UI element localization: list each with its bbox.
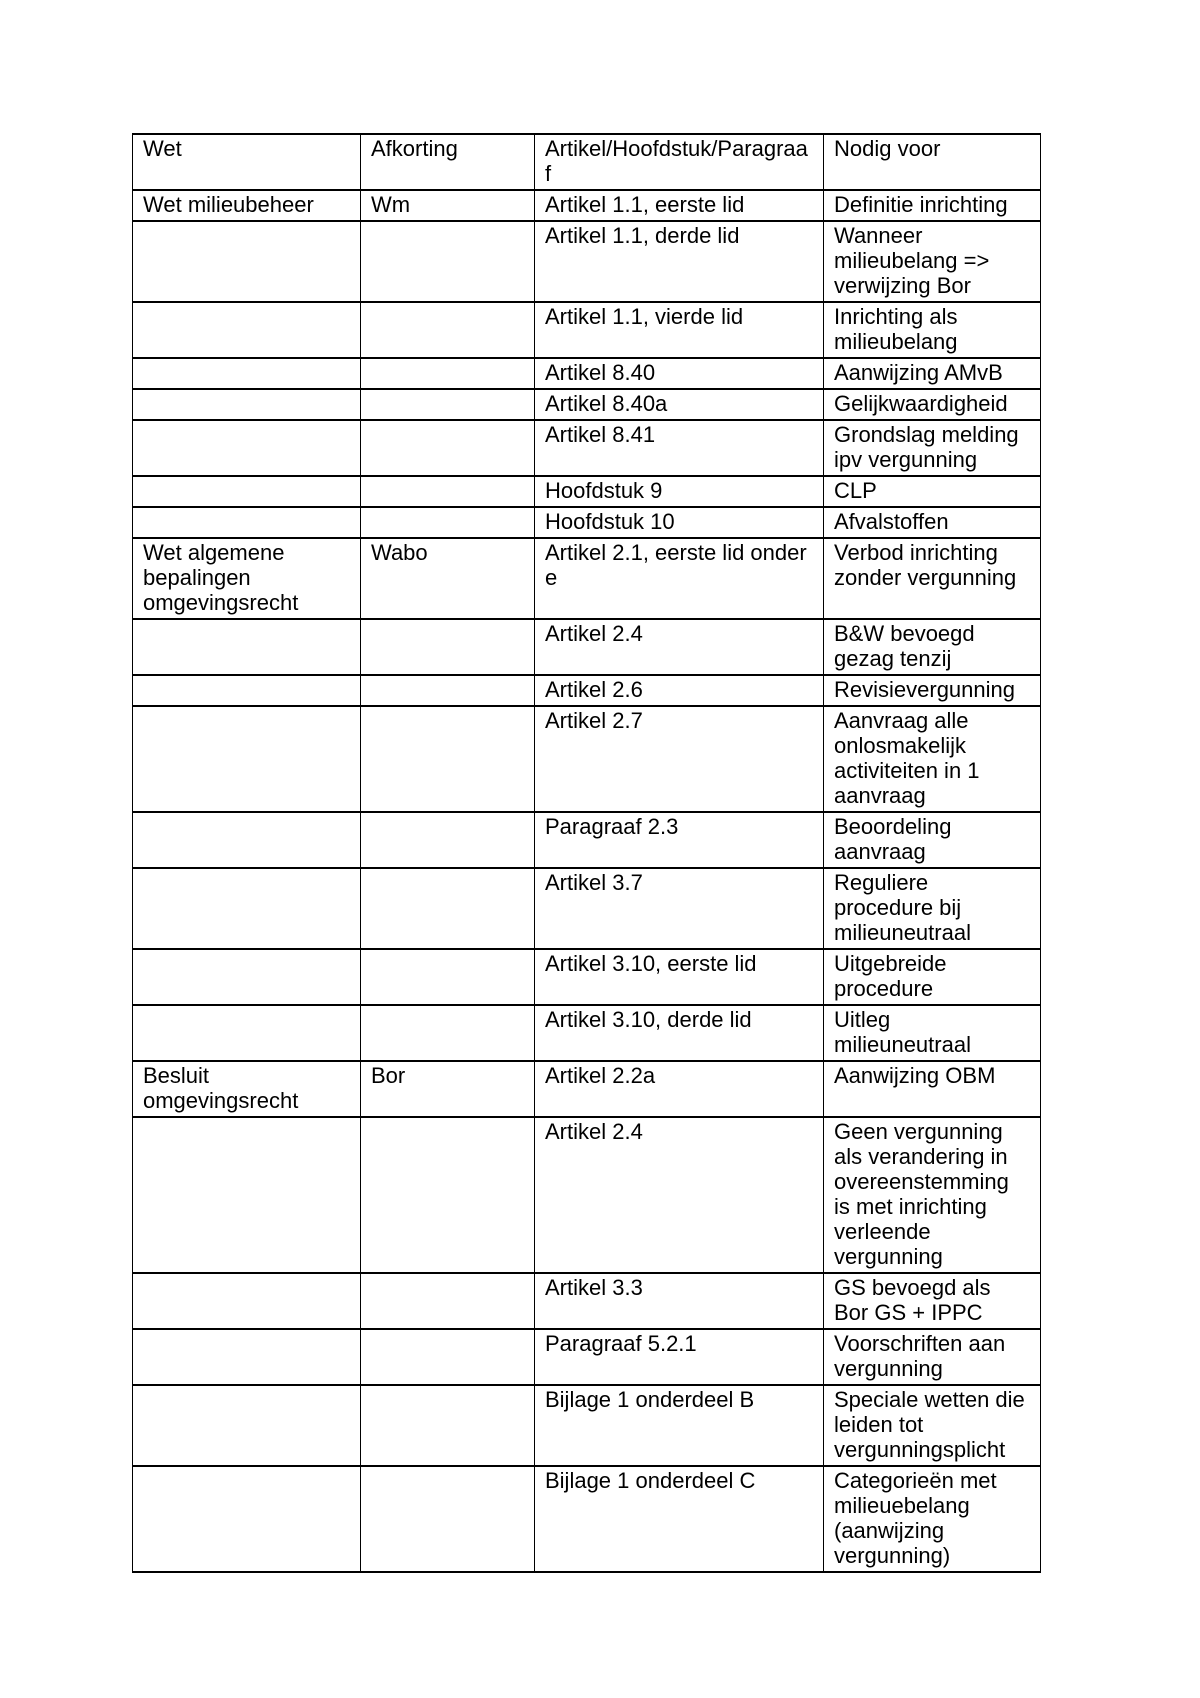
table-cell xyxy=(361,1329,535,1385)
table-cell: Aanwijzing OBM xyxy=(824,1061,1041,1117)
col-header-wet: Wet xyxy=(133,134,361,190)
table-cell xyxy=(361,619,535,675)
table-cell: Hoofdstuk 9 xyxy=(535,476,824,507)
table-cell xyxy=(361,675,535,706)
table-cell: Definitie inrichting xyxy=(824,190,1041,221)
table-cell xyxy=(133,389,361,420)
table-cell: Geen vergunning als verandering in overeenstemming is met inrichting verleende vergunning xyxy=(824,1117,1041,1273)
table-cell: Artikel 2.7 xyxy=(535,706,824,812)
table-header-row xyxy=(133,134,1041,190)
table-cell xyxy=(133,868,361,949)
table-row xyxy=(133,476,1041,507)
table-cell: Artikel 3.10, eerste lid xyxy=(535,949,824,1005)
table-cell: Artikel 8.40a xyxy=(535,389,824,420)
table-cell xyxy=(133,507,361,538)
table-cell xyxy=(361,1385,535,1466)
table-cell: Artikel 2.6 xyxy=(535,675,824,706)
table-row xyxy=(133,190,1041,221)
table-cell: Bor xyxy=(361,1061,535,1117)
table-cell: GS bevoegd als Bor GS + IPPC xyxy=(824,1273,1041,1329)
table-cell xyxy=(361,221,535,302)
table-cell xyxy=(133,221,361,302)
table-cell: Verbod inrichting zonder vergunning xyxy=(824,538,1041,619)
table-cell xyxy=(361,949,535,1005)
table-cell xyxy=(133,812,361,868)
table-cell: Aanvraag alle onlosmakelijk activiteiten in 1 aanvraag xyxy=(824,706,1041,812)
table-cell: Wanneer milieubelang => verwijzing Bor xyxy=(824,221,1041,302)
table-cell xyxy=(361,868,535,949)
table-cell: Reguliere procedure bij milieuneutraal xyxy=(824,868,1041,949)
table-cell xyxy=(361,420,535,476)
table-cell xyxy=(361,706,535,812)
table-cell xyxy=(133,302,361,358)
table-cell: Paragraaf 2.3 xyxy=(535,812,824,868)
table-cell xyxy=(133,476,361,507)
table-cell: Artikel 2.4 xyxy=(535,1117,824,1273)
table-cell xyxy=(133,1329,361,1385)
table-row xyxy=(133,1005,1041,1061)
table-cell xyxy=(133,1385,361,1466)
table-cell: Voorschriften aan vergunning xyxy=(824,1329,1041,1385)
table-cell xyxy=(133,1117,361,1273)
table-cell: Artikel 1.1, derde lid xyxy=(535,221,824,302)
table-row xyxy=(133,868,1041,949)
table-cell xyxy=(361,1466,535,1572)
table-cell: Artikel 3.7 xyxy=(535,868,824,949)
col-header-afkorting: Afkorting xyxy=(361,134,535,190)
table-row xyxy=(133,420,1041,476)
table-row xyxy=(133,619,1041,675)
col-header-nodig-voor: Nodig voor xyxy=(824,134,1041,190)
table-cell xyxy=(133,1273,361,1329)
table-row xyxy=(133,1466,1041,1572)
table-cell: Grondslag melding ipv vergunning xyxy=(824,420,1041,476)
table-row xyxy=(133,358,1041,389)
table-cell: Artikel 3.3 xyxy=(535,1273,824,1329)
table-cell xyxy=(133,675,361,706)
table-cell xyxy=(361,1005,535,1061)
table-row xyxy=(133,538,1041,619)
table-row xyxy=(133,302,1041,358)
table-cell xyxy=(361,507,535,538)
table-cell xyxy=(361,389,535,420)
table-row xyxy=(133,507,1041,538)
table-cell: Artikel 2.2a xyxy=(535,1061,824,1117)
col-header-artikel: Artikel/Hoofdstuk/Paragraaf xyxy=(535,134,824,190)
table-cell: Uitgebreide procedure xyxy=(824,949,1041,1005)
table-cell: Artikel 8.40 xyxy=(535,358,824,389)
table-cell: Wabo xyxy=(361,538,535,619)
table-row xyxy=(133,706,1041,812)
table-cell xyxy=(361,476,535,507)
table-cell xyxy=(133,420,361,476)
table-cell: Gelijkwaardigheid xyxy=(824,389,1041,420)
table-cell: Beoordeling aanvraag xyxy=(824,812,1041,868)
table-row xyxy=(133,949,1041,1005)
table-cell: Bijlage 1 onderdeel B xyxy=(535,1385,824,1466)
table-cell: Aanwijzing AMvB xyxy=(824,358,1041,389)
table-cell: Categorieën met milieuebelang (aanwijzing vergunning) xyxy=(824,1466,1041,1572)
table-cell: Uitleg milieuneutraal xyxy=(824,1005,1041,1061)
table-row xyxy=(133,1061,1041,1117)
table-cell: Paragraaf 5.2.1 xyxy=(535,1329,824,1385)
table-cell: Artikel 1.1, eerste lid xyxy=(535,190,824,221)
table-cell: Wm xyxy=(361,190,535,221)
document-page xyxy=(132,133,1041,1573)
table-cell xyxy=(133,1466,361,1572)
table-cell: Besluit omgevingsrecht xyxy=(133,1061,361,1117)
table-cell xyxy=(133,949,361,1005)
table-cell: Hoofdstuk 10 xyxy=(535,507,824,538)
table-cell: Artikel 1.1, vierde lid xyxy=(535,302,824,358)
table-cell xyxy=(361,812,535,868)
table-cell: Afvalstoffen xyxy=(824,507,1041,538)
table-cell: B&W bevoegd gezag tenzij xyxy=(824,619,1041,675)
table-cell xyxy=(133,1005,361,1061)
table-cell: Revisievergunning xyxy=(824,675,1041,706)
law-reference-table xyxy=(132,133,1041,1573)
table-row xyxy=(133,675,1041,706)
table-cell xyxy=(133,706,361,812)
table-row xyxy=(133,1117,1041,1273)
table-row xyxy=(133,1273,1041,1329)
table-cell xyxy=(361,1273,535,1329)
table-cell: Wet milieubeheer xyxy=(133,190,361,221)
table-cell xyxy=(361,358,535,389)
table-cell: Speciale wetten die leiden tot vergunningsplicht xyxy=(824,1385,1041,1466)
table-cell xyxy=(361,302,535,358)
table-cell: Artikel 3.10, derde lid xyxy=(535,1005,824,1061)
table-body xyxy=(133,190,1041,1572)
table-row xyxy=(133,1385,1041,1466)
table-cell: CLP xyxy=(824,476,1041,507)
table-row xyxy=(133,389,1041,420)
table-cell xyxy=(361,1117,535,1273)
table-cell xyxy=(133,619,361,675)
table-cell: Wet algemene bepalingen omgevingsrecht xyxy=(133,538,361,619)
table-cell: Artikel 8.41 xyxy=(535,420,824,476)
table-row xyxy=(133,221,1041,302)
table-cell: Artikel 2.1, eerste lid onder e xyxy=(535,538,824,619)
table-row xyxy=(133,812,1041,868)
table-cell: Inrichting als milieubelang xyxy=(824,302,1041,358)
table-cell xyxy=(133,358,361,389)
table-row xyxy=(133,1329,1041,1385)
table-cell: Bijlage 1 onderdeel C xyxy=(535,1466,824,1572)
table-cell: Artikel 2.4 xyxy=(535,619,824,675)
